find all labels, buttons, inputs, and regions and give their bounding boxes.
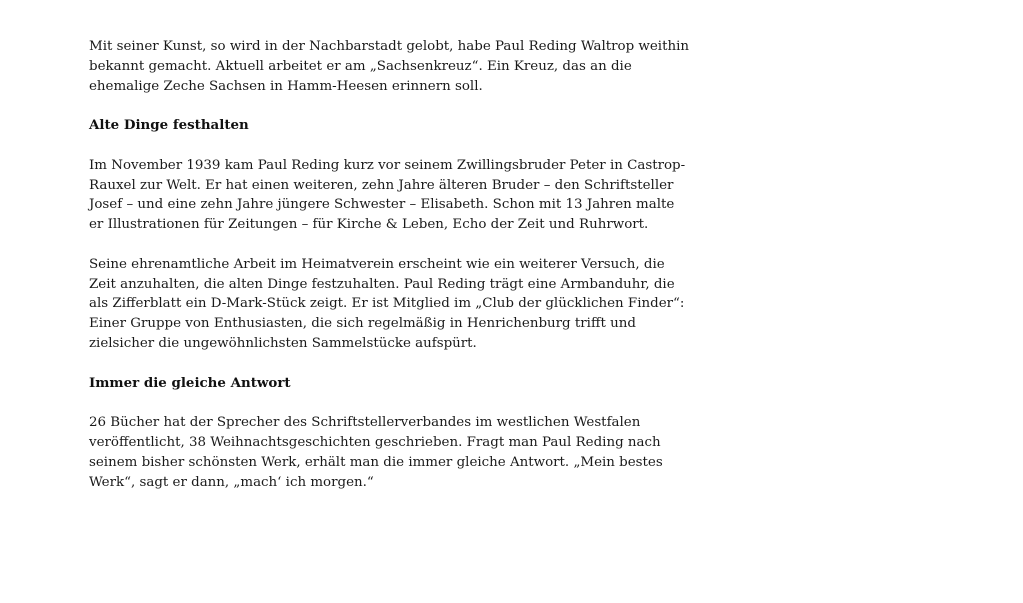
text-line: ehemalige Zeche Sachsen in Hamm-Heesen erinnern soll.: [89, 78, 483, 94]
article-body: [89, 37, 690, 512]
article-paragraph: [89, 413, 663, 492]
text-line: Mit seiner Kunst, so wird in der Nachbarstadt gelobt, habe Paul Reding Waltrop weithin: [89, 39, 690, 54]
text-line: Zeit anzuhalten, die alten Dinge festzuhalten. Paul Reding trägt eine Armbanduhr, die: [89, 276, 675, 292]
article-paragraph: [89, 156, 686, 235]
text-line: er Illustrationen für Zeitungen – für Kirche & Leben, Echo der Zeit und Ruhrwort.: [89, 217, 649, 233]
text-line: Im November 1939 kam Paul Reding kurz vor seinem Zwillingsbruder Peter in Castrop-: [89, 157, 686, 173]
article-paragraph: [89, 37, 690, 96]
text-line: seinem bisher schönsten Werk, erhält man die immer gleiche Antwort. „Mein bestes: [89, 454, 663, 470]
article-paragraph: [89, 255, 685, 354]
section-heading: Immer die gleiche Antwort: [89, 374, 291, 391]
text-line: Werk“, sagt er dann, „mach‘ ich morgen.“: [89, 474, 374, 490]
text-line: 26 Bücher hat der Sprecher des Schriftstellerverbandes im westlichen Westfalen: [89, 415, 641, 431]
text-line: als Zifferblatt ein D-Mark-Stück zeigt. Er ist Mitglied im „Club der glücklichen Finder“:: [89, 296, 685, 312]
text-line: Rauxel zur Welt. Er hat einen weiteren, zehn Jahre älteren Bruder – den Schriftsteller: [89, 177, 674, 193]
section-heading: Alte Dinge festhalten: [89, 117, 249, 134]
text-line: bekannt gemacht. Aktuell arbeitet er am „Sachsenkreuz“. Ein Kreuz, das an die: [89, 58, 632, 74]
text-line: Einer Gruppe von Enthusiasten, die sich regelmäßig in Henrichenburg trifft und: [89, 316, 636, 332]
text-line: Josef – und eine zehn Jahre jüngere Schwester – Elisabeth. Schon mit 13 Jahren malte: [89, 197, 675, 213]
text-line: veröffentlicht, 38 Weihnachtsgeschichten geschrieben. Fragt man Paul Reding nach: [89, 434, 661, 450]
text-line: zielsicher die ungewöhnlichsten Sammelstücke aufspürt.: [89, 335, 477, 351]
text-line: Seine ehrenamtliche Arbeit im Heimatverein erscheint wie ein weiterer Versuch, die: [89, 256, 665, 272]
